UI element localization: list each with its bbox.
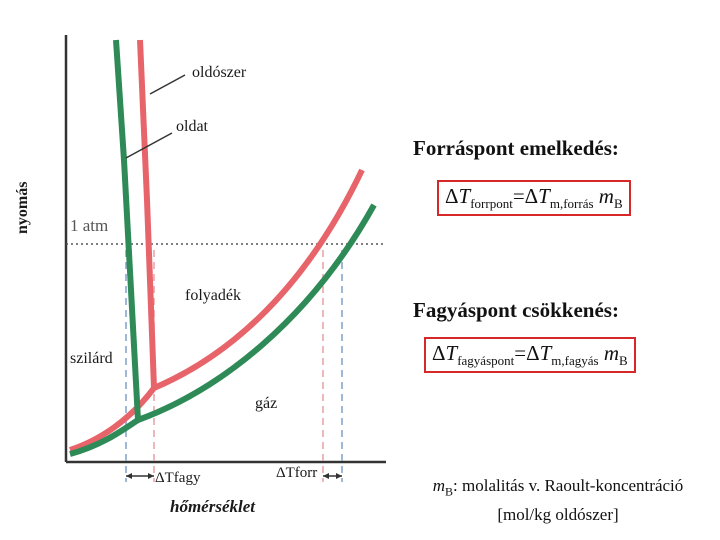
freezing-heading: Fagyáspont csökkenés: <box>413 298 619 322</box>
solvent-pointer <box>150 75 185 94</box>
freezing-mB: m <box>603 341 620 365</box>
freezing-eq: =Δ <box>514 341 540 365</box>
x-axis-label: hőmérséklet <box>170 497 255 516</box>
solution-pointer <box>126 133 172 158</box>
footnote-line2: [mol/kg oldószer] <box>497 505 619 525</box>
freezing-T: T <box>445 341 458 365</box>
boiling-sub-m: m,forrás <box>549 196 594 212</box>
solution-melting-curve <box>116 40 138 420</box>
delta-boiling-label: ΔTforr <box>276 465 318 481</box>
boiling-mB: m <box>598 184 614 208</box>
freezing-Tm: T <box>539 341 552 365</box>
boiling-eq: =Δ <box>512 184 539 208</box>
liquid-region-label: folyadék <box>185 287 241 304</box>
molality-footnote <box>403 474 713 527</box>
boiling-equation <box>437 180 631 216</box>
boiling-delta: Δ <box>445 184 459 208</box>
freezing-delta: Δ <box>432 341 446 365</box>
solution-label: oldat <box>176 118 208 135</box>
boiling-sub-B: B <box>613 196 623 212</box>
footnote-sub-B: B <box>445 484 454 499</box>
freezing-sub: fagyáspont <box>457 353 515 369</box>
solvent-vaporization-curve <box>154 170 362 388</box>
delta-freezing-arrow-left <box>126 473 132 479</box>
boiling-heading: Forráspont emelkedés: <box>413 136 619 160</box>
delta-freezing-arrow-right <box>148 473 154 479</box>
freezing-sub-B: B <box>619 353 628 369</box>
delta-boiling-arrow-left <box>323 473 329 479</box>
delta-freezing-label: ΔTfagy <box>155 470 201 486</box>
solvent-label: oldószer <box>192 64 247 81</box>
footnote-line1 <box>403 474 713 503</box>
boiling-T: T <box>458 184 471 208</box>
boiling-Tm: T <box>538 184 550 208</box>
y-axis-label: nyomás <box>14 181 31 234</box>
solid-region-label: szilárd <box>70 350 113 367</box>
footnote-text1: : molalitás v. Raoult-koncentráció <box>453 476 684 495</box>
footnote-mB: m <box>432 476 446 495</box>
pressure-1atm-label: 1 atm <box>70 216 109 235</box>
freezing-equation <box>424 337 636 373</box>
solution-vaporization-curve <box>138 205 374 420</box>
boiling-sub: forrpont <box>470 196 513 212</box>
delta-boiling-arrow-right <box>336 473 342 479</box>
freezing-sub-m: m,fagyás <box>551 353 599 369</box>
gas-region-label: gáz <box>255 395 278 412</box>
